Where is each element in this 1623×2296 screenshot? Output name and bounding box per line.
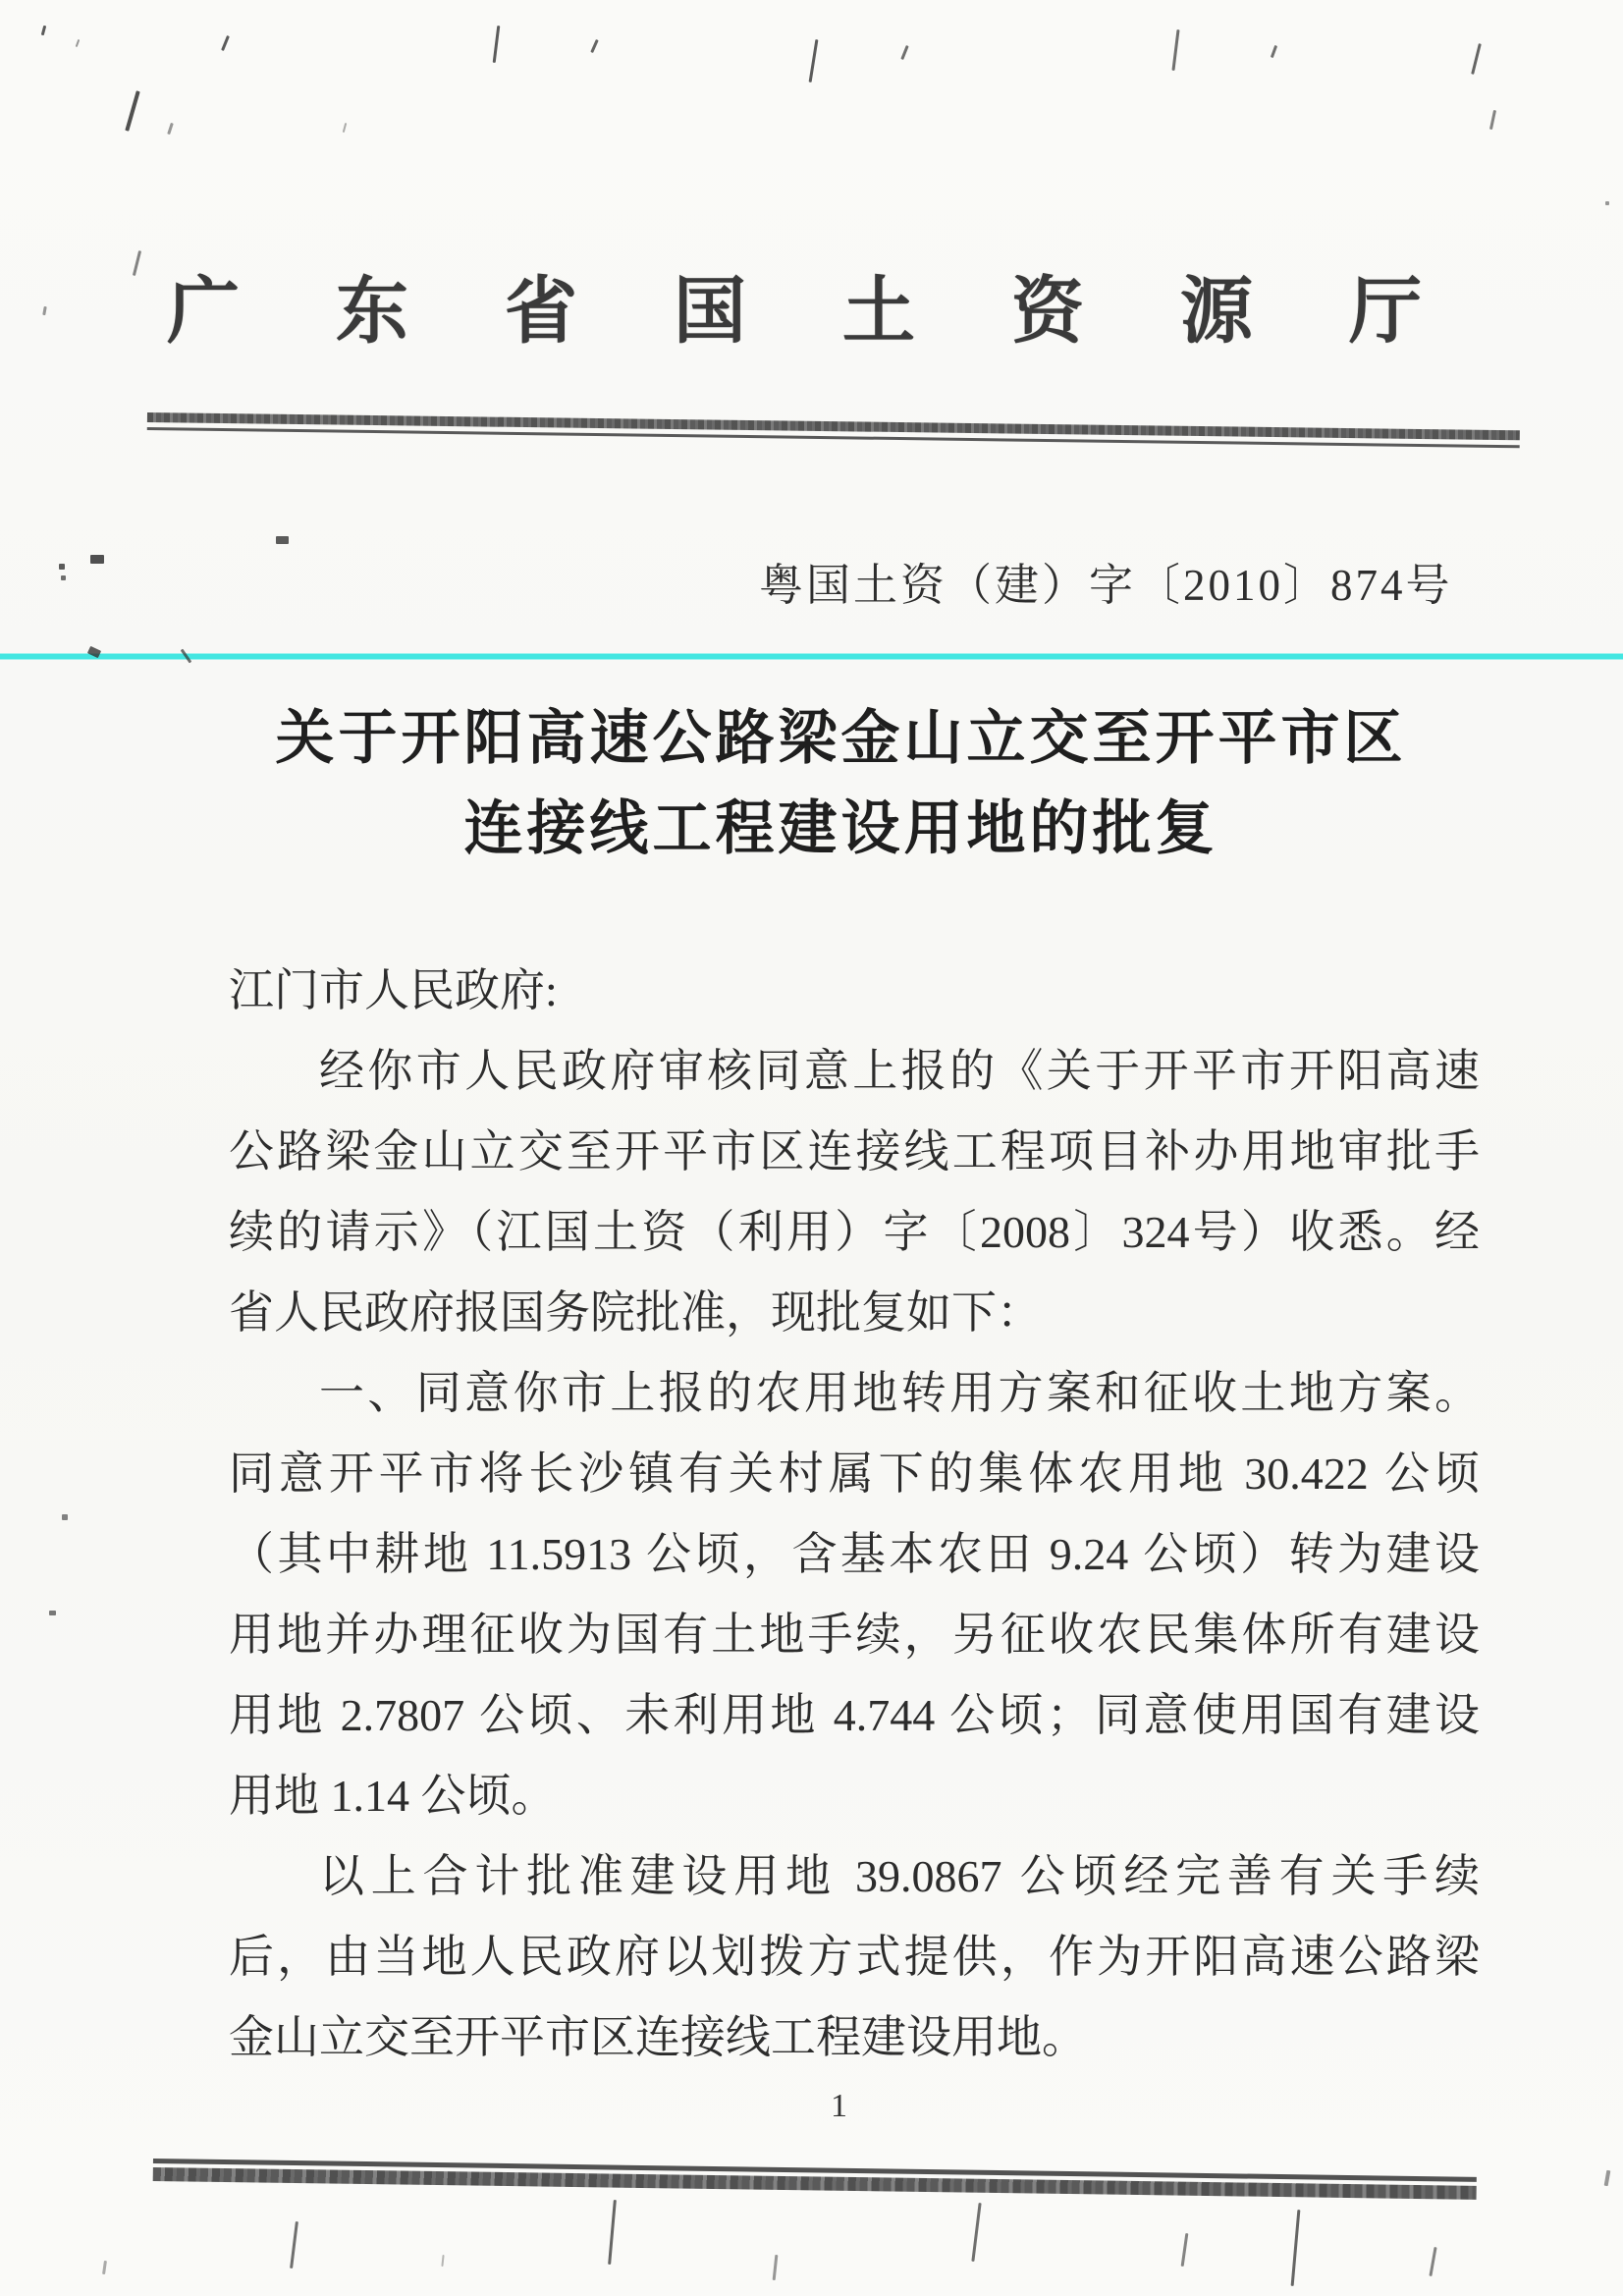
body-line-3: 续的请示》（江国土资（利用）字〔2008〕324号）收悉。经 xyxy=(229,1207,1480,1257)
body-line-6: 同意开平市将长沙镇有关村属下的集体农用地 30.422 公顷 xyxy=(229,1449,1480,1499)
body-line-2: 公路梁金山立交至开平市区连接线工程项目补办用地审批手 xyxy=(229,1126,1480,1176)
body-line-11: 以上合计批准建设用地 39.0867 公顷经完善有关手续 xyxy=(319,1851,1480,1901)
addressee-line: 江门市人民政府: xyxy=(229,965,558,1015)
body-line-4: 省人民政府报国务院批准，现批复如下： xyxy=(229,1287,1042,1338)
scan-mark xyxy=(343,123,348,133)
scan-mark xyxy=(62,1514,68,1520)
body-line-10: 用地 1.14 公顷。 xyxy=(229,1771,557,1821)
document-reference-number: 粤国土资（建）字〔2010〕874号 xyxy=(759,561,1453,610)
scan-mark xyxy=(1604,2170,1611,2186)
scan-mark xyxy=(1181,2233,1189,2267)
scan-mark xyxy=(971,2203,981,2262)
letterhead-agency-name: 广东省国土资源厅 xyxy=(167,272,1518,353)
scan-mark xyxy=(773,2255,779,2280)
scan-mark xyxy=(221,35,230,51)
scan-mark xyxy=(76,39,81,47)
scan-mark xyxy=(90,555,104,564)
document-title xyxy=(29,693,1623,874)
scan-mark xyxy=(1171,29,1179,71)
scan-mark xyxy=(809,39,819,82)
document-body xyxy=(229,951,1480,2078)
scan-mark xyxy=(1291,2210,1301,2286)
scan-mark xyxy=(493,26,501,63)
scan-mark xyxy=(290,2221,298,2269)
scan-mark xyxy=(41,26,46,35)
scan-mark xyxy=(102,2261,107,2274)
body-line-12: 后，由当地人民政府以划拨方式提供，作为开阳高速公路梁 xyxy=(229,1932,1480,1982)
document-title-line-1: 关于开阳高速公路梁金山立交至开平市区 xyxy=(275,706,1407,771)
scan-mark xyxy=(61,575,66,580)
scan-mark xyxy=(1471,43,1482,75)
letterhead-divider xyxy=(147,412,1520,448)
scan-mark xyxy=(133,250,141,276)
scan-mark xyxy=(167,123,174,135)
body-line-9: 用地 2.7807 公顷、未利用地 4.744 公顷；同意使用国有建设 xyxy=(229,1690,1480,1740)
scan-mark xyxy=(441,2255,444,2267)
scan-mark xyxy=(1429,2247,1436,2276)
page-number: 1 xyxy=(831,2088,847,2124)
scan-mark xyxy=(608,2200,617,2265)
body-line-1: 经你市人民政府审核同意上报的《关于开平市开阳高速 xyxy=(319,1046,1480,1096)
scan-mark xyxy=(125,90,139,131)
body-line-5: 一、同意你市上报的农用地转用方案和征收土地方案。 xyxy=(319,1368,1480,1418)
scan-mark xyxy=(276,536,289,544)
scan-mark xyxy=(1489,110,1496,130)
body-line-13: 金山立交至开平市区连接线工程建设用地。 xyxy=(229,2012,1087,2062)
scan-mark xyxy=(1605,201,1609,205)
scan-mark xyxy=(59,564,65,570)
scan-mark xyxy=(590,39,598,53)
body-line-7: （其中耕地 11.5913 公顷，含基本农田 9.24 公顷）转为建设 xyxy=(229,1529,1480,1579)
scan-mark xyxy=(49,1611,56,1615)
document-title-line-2: 连接线工程建设用地的批复 xyxy=(463,796,1218,861)
scan-mark xyxy=(900,45,908,60)
scanner-bottom-band xyxy=(153,2159,1477,2200)
body-line-8: 用地并办理征收为国有土地手续，另征收农民集体所有建设 xyxy=(229,1610,1480,1660)
scan-mark xyxy=(42,306,47,315)
scanner-cyan-streak xyxy=(0,654,1623,659)
scan-mark xyxy=(1271,45,1277,58)
